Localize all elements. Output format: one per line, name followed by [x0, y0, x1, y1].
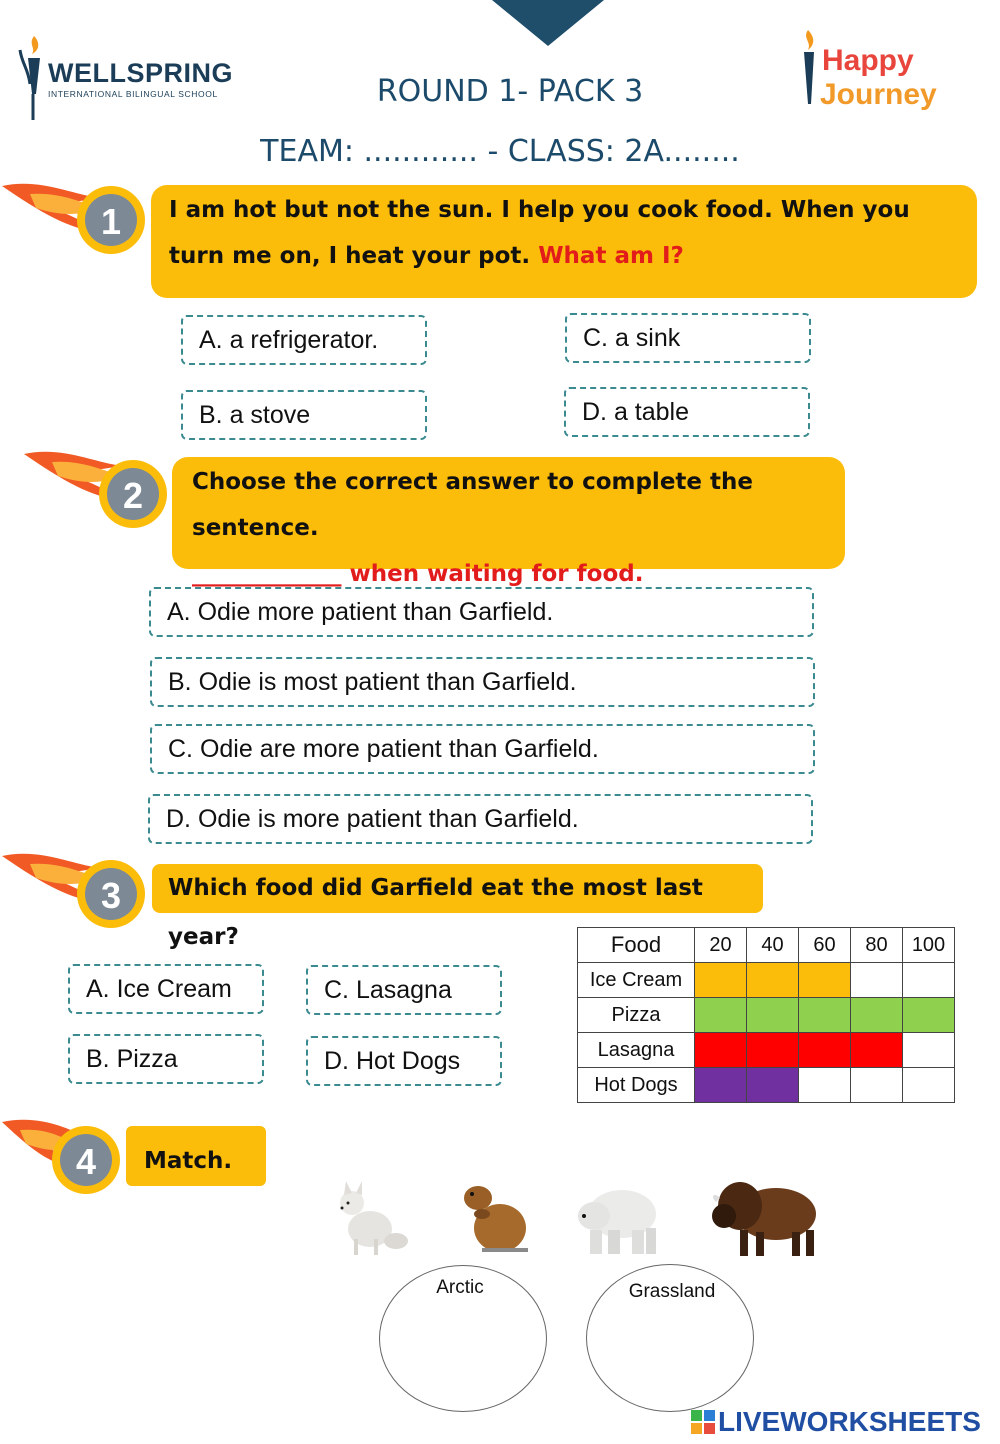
q1-option-c[interactable]: C. a sink: [565, 313, 811, 363]
food-table-col: 20: [695, 928, 747, 963]
food-label: Lasagna: [578, 1033, 695, 1068]
food-cell: [851, 1068, 903, 1103]
team-class-line: TEAM: ............ - CLASS: 2A........: [260, 134, 740, 169]
question-1-prompt: What am I?: [538, 243, 684, 269]
food-label: Pizza: [578, 998, 695, 1033]
q2-option-b[interactable]: B. Odie is most patient than Garfield.: [150, 657, 815, 707]
grassland-label: Grassland: [628, 1281, 716, 1302]
q3-option-c[interactable]: C. Lasagna: [306, 965, 502, 1015]
question-1-banner: [151, 185, 977, 298]
question-number-1: 1: [100, 201, 122, 242]
brand-line-happy: Happy: [822, 44, 914, 77]
meteor-badge-3-icon: [0, 842, 160, 932]
round-title: ROUND 1- PACK 3: [376, 74, 644, 109]
food-table-header: Food: [578, 928, 695, 963]
question-2-sentence: when waiting for food.: [349, 561, 644, 587]
q2-option-a[interactable]: A. Odie more patient than Garfield.: [149, 587, 814, 637]
food-cell: [695, 1033, 747, 1068]
polar-bear-icon[interactable]: [570, 1174, 660, 1258]
q1-option-d[interactable]: D. a table: [564, 387, 810, 437]
meteor-badge-1-icon: [0, 172, 160, 262]
arctic-fox-icon[interactable]: [330, 1175, 410, 1259]
food-cell: [799, 998, 851, 1033]
food-cell: [695, 963, 747, 998]
q3-option-a[interactable]: A. Ice Cream: [68, 964, 264, 1014]
brand-line-journey: Journey: [820, 78, 937, 111]
header-tab-decoration: [492, 0, 604, 46]
question-number-4: 4: [75, 1141, 97, 1182]
food-label: Hot Dogs: [578, 1068, 695, 1103]
food-cell: [799, 1033, 851, 1068]
food-cell: [903, 1068, 955, 1103]
q2-option-d[interactable]: D. Odie is more patient than Garfield.: [148, 794, 813, 844]
food-table-row: [578, 1033, 955, 1068]
bison-icon[interactable]: [706, 1176, 824, 1260]
food-cell: [903, 1033, 955, 1068]
school-subtitle: INTERNATIONAL BILINGUAL SCHOOL: [48, 89, 218, 99]
question-2-instruction: Choose the correct answer to complete the sentence.: [192, 469, 753, 541]
question-4-instruction: Match.: [144, 1148, 233, 1174]
question-number-3: 3: [100, 875, 122, 916]
food-table-col: 40: [747, 928, 799, 963]
question-4-banner: [126, 1126, 266, 1186]
food-table-col: 100: [903, 928, 955, 963]
q1-option-a[interactable]: A. a refrigerator.: [181, 315, 427, 365]
food-table-wrapper: [577, 927, 955, 1103]
q3-option-b[interactable]: B. Pizza: [68, 1034, 264, 1084]
liveworksheets-logo-icon: [690, 1409, 716, 1435]
food-cell: [903, 963, 955, 998]
meteor-badge-2-icon: [22, 440, 182, 530]
food-table-header-row: [578, 928, 955, 963]
food-table-col: 80: [851, 928, 903, 963]
question-1-text: I am hot but not the sun. I help you cook food. When you turn me on, I heat your pot.: [169, 197, 910, 269]
food-cell: [799, 1068, 851, 1103]
food-table-row: [578, 1068, 955, 1103]
school-name: WELLSPRING: [48, 58, 233, 88]
food-table-col: 60: [799, 928, 851, 963]
arctic-label: Arctic: [436, 1277, 484, 1298]
q3-option-d[interactable]: D. Hot Dogs: [306, 1036, 502, 1086]
food-cell: [747, 1033, 799, 1068]
question-2-banner: [172, 457, 845, 587]
question-2-blank: _____________: [192, 561, 342, 587]
food-table: [577, 927, 955, 1103]
food-label: Ice Cream: [578, 963, 695, 998]
food-cell: [799, 963, 851, 998]
food-cell: [851, 998, 903, 1033]
question-number-2: 2: [122, 475, 144, 516]
food-table-row: [578, 998, 955, 1033]
food-cell: [747, 1068, 799, 1103]
liveworksheets-watermark: [690, 1402, 990, 1442]
food-cell: [747, 963, 799, 998]
food-cell: [747, 998, 799, 1033]
food-cell: [903, 998, 955, 1033]
question-3-text: Which food did Garfield eat the most last year?: [168, 875, 703, 950]
food-cell: [851, 963, 903, 998]
food-table-row: [578, 963, 955, 998]
food-cell: [695, 1068, 747, 1103]
watermark-text: LIVEWORKSHEETS: [718, 1406, 981, 1437]
q2-option-c[interactable]: C. Odie are more patient than Garfield.: [150, 724, 815, 774]
food-cell: [851, 1033, 903, 1068]
q1-option-b[interactable]: B. a stove: [181, 390, 427, 440]
prairie-dog-icon[interactable]: [452, 1172, 538, 1256]
food-cell: [695, 998, 747, 1033]
